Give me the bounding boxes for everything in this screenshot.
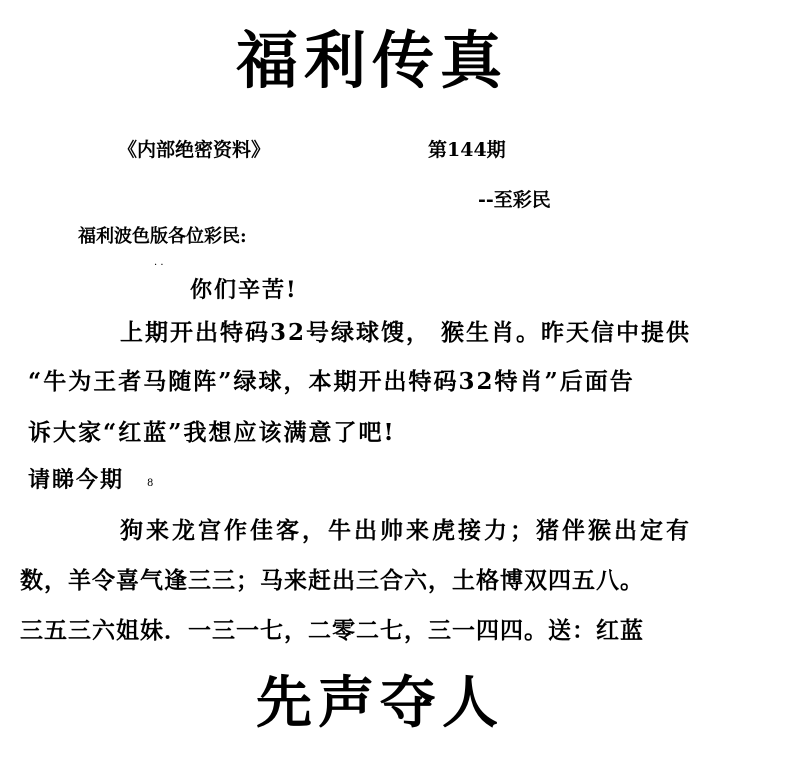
small-mark: 8 [147, 478, 154, 489]
paragraph2-line3: 三五三六姐妹．一三一七，二零二七，三一四四。送：红蓝 [20, 617, 644, 644]
footer-slogan: 先声夺人 [256, 670, 504, 736]
paragraph1-line4: 请睇今期 [28, 467, 125, 493]
paragraph1-line3: 诉大家“红蓝”我想应该满意了吧! [28, 419, 396, 446]
page-title: 福利传真 [236, 24, 509, 97]
greeting: 福利波色版各位彩民: [78, 226, 247, 247]
paragraph2-line2: 数，羊令喜气逢三三；马来赶出三合六，土格博双四五八。 [20, 567, 644, 594]
signature: --至彩民 [478, 189, 551, 211]
decorative-dots: · · [154, 260, 164, 271]
thanks-line: 你们辛苦! [190, 277, 298, 303]
issue-number: 第144期 [428, 139, 506, 161]
document-subtitle: 《内部绝密资料》 [118, 139, 271, 161]
paragraph2-line1: 狗来龙宫作佳客，牛出帅来虎接力；猪伴猴出定有 [120, 517, 692, 544]
paragraph1-line2: “牛为王者马随阵”绿球，本期开出特码32特肖”后面告 [28, 368, 635, 395]
paragraph1-line1: 上期开出特码32号绿球馊， 猴生肖。昨天信中提供 [120, 319, 692, 346]
